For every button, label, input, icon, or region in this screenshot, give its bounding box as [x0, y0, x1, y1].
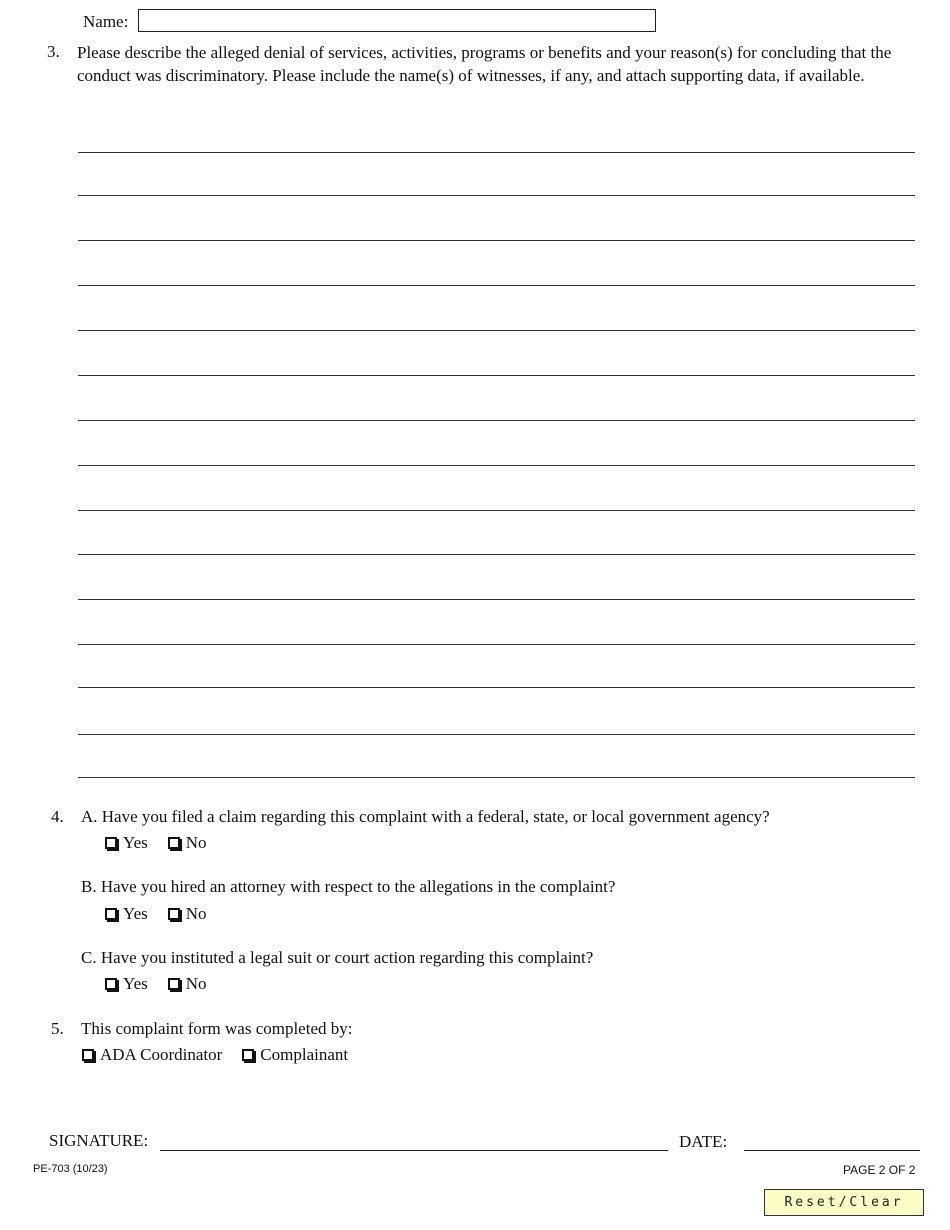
q4-number: 4.: [51, 807, 64, 826]
q3-number: 3.: [47, 42, 60, 61]
q5-number: 5.: [51, 1019, 64, 1038]
q4a-text: A. Have you filed a claim regarding this complaint with a federal, state, or local government agency?: [81, 807, 770, 826]
signature-field[interactable]: [160, 1150, 668, 1151]
answer-line[interactable]: [78, 687, 915, 688]
answer-line[interactable]: [78, 510, 915, 511]
q4b-no-checkbox[interactable]: [168, 908, 180, 920]
name-input[interactable]: [138, 9, 656, 32]
q4c-no-checkbox[interactable]: [168, 978, 180, 990]
q5-options: [82, 1045, 368, 1065]
answer-line[interactable]: [78, 777, 915, 778]
ada-coordinator-checkbox[interactable]: [82, 1049, 94, 1061]
q4a-options: [105, 833, 227, 853]
answer-line[interactable]: [78, 599, 915, 600]
q4c-options: [105, 974, 227, 994]
answer-line[interactable]: [78, 285, 915, 286]
complainant-checkbox[interactable]: [242, 1049, 254, 1061]
q4a-yes-label: Yes: [123, 833, 148, 852]
q4b-text: B. Have you hired an attorney with respect to the allegations in the complaint?: [81, 877, 616, 896]
q3-text: Please describe the alleged denial of services, activities, programs or benefits and your reason(s) for concluding that the conduct was discriminatory. Please include the name(s) of witnesses, if any, and attach supporting data, if available.: [77, 43, 892, 85]
q4b-yes-checkbox[interactable]: [105, 908, 117, 920]
answer-line[interactable]: [78, 152, 915, 153]
q4a-no-label: No: [185, 833, 207, 852]
name-label: Name:: [83, 12, 129, 31]
date-field[interactable]: [744, 1150, 920, 1151]
answer-line[interactable]: [78, 734, 915, 735]
answer-line[interactable]: [78, 644, 915, 645]
reset-clear-button[interactable]: Reset/Clear: [764, 1189, 924, 1216]
answer-line[interactable]: [78, 420, 915, 421]
q5-text: This complaint form was completed by:: [81, 1019, 353, 1038]
q4b-no-label: No: [185, 904, 207, 923]
page-number: PAGE 2 OF 2: [843, 1163, 916, 1177]
q4c-no-label: No: [185, 974, 207, 993]
q4b-yes-label: Yes: [123, 904, 148, 923]
q4c-yes-checkbox[interactable]: [105, 978, 117, 990]
ada-coordinator-label: ADA Coordinator: [100, 1045, 223, 1064]
signature-label: SIGNATURE:: [49, 1131, 149, 1150]
form-code: PE-703 (10/23): [33, 1163, 108, 1175]
answer-line[interactable]: [78, 465, 915, 466]
q4c-yes-label: Yes: [123, 974, 148, 993]
answer-line[interactable]: [78, 554, 915, 555]
answer-line[interactable]: [78, 195, 915, 196]
date-label: DATE:: [679, 1132, 728, 1151]
answer-line[interactable]: [78, 375, 915, 376]
answer-line[interactable]: [78, 330, 915, 331]
q4c-text: C. Have you instituted a legal suit or court action regarding this complaint?: [81, 948, 594, 967]
q4a-yes-checkbox[interactable]: [105, 837, 117, 849]
q4b-options: [105, 904, 227, 924]
complainant-label: Complainant: [260, 1045, 349, 1064]
answer-line[interactable]: [78, 240, 915, 241]
q4a-no-checkbox[interactable]: [168, 837, 180, 849]
